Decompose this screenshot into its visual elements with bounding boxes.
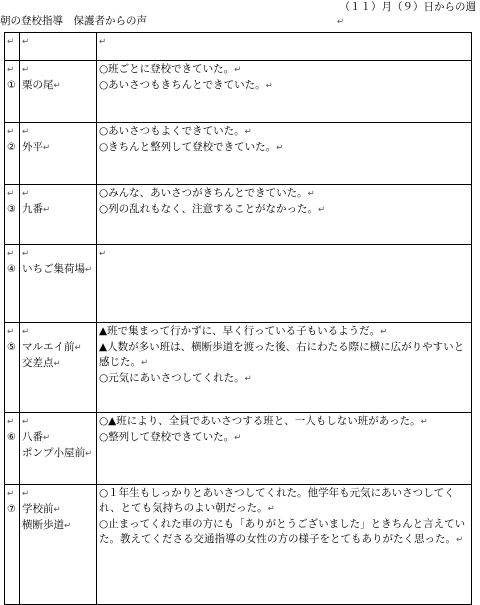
paragraph-mark-icon: ↵ (7, 327, 15, 337)
paragraph-mark-icon: ↵ (22, 249, 30, 259)
paragraph-mark-icon: ↵ (53, 81, 61, 91)
parent-voice: ○あいさつもきちんとできていた。 (99, 79, 266, 91)
paragraph-mark-icon: ↵ (7, 417, 15, 427)
parent-voice: ○元気にあいさつしてくれた。 (99, 372, 245, 384)
paragraph-mark-icon: ↵ (43, 143, 51, 153)
paragraph-mark-icon: ↵ (234, 433, 242, 443)
paragraph-mark-icon: ↵ (420, 417, 428, 427)
parent-voice: ○みんな、あいさつがきちんとできていた。 (99, 187, 308, 199)
paragraph-mark-icon: ↵ (99, 249, 107, 259)
location-name: 横断歩道 (22, 519, 64, 531)
paragraph-mark-icon: ↵ (22, 127, 30, 137)
location-cell (20, 245, 97, 323)
table-row (5, 61, 472, 123)
paragraph-mark-icon: ↵ (7, 127, 15, 137)
paragraph-mark-icon: ↵ (267, 504, 275, 514)
paragraph-mark-icon: ↵ (53, 505, 61, 515)
paragraph-mark-icon: ↵ (64, 521, 72, 531)
row-number-cell (5, 61, 20, 123)
paragraph-mark-icon: ↵ (244, 374, 252, 384)
table-row (5, 323, 472, 413)
parent-voice: ○整列して登校できていた。 (99, 431, 235, 443)
paragraph-mark-icon: ↵ (22, 189, 30, 199)
voices-cell (97, 61, 472, 123)
paragraph-mark-icon: ↵ (380, 327, 388, 337)
table-row (5, 33, 472, 61)
location-name: 学校前 (22, 503, 54, 515)
location-name: 栗の尾 (22, 79, 54, 91)
voices-cell (97, 185, 472, 245)
table-row (5, 413, 472, 485)
paragraph-mark-icon: ↵ (22, 37, 30, 47)
table-row (5, 123, 472, 185)
location-name: 九番 (22, 203, 43, 215)
paragraph-mark-icon: ↵ (234, 65, 242, 75)
voices-cell (97, 123, 472, 185)
parent-voice: ▲人数が多い班は、横断歩道を渡った後、右にわたる際に横に広がりやすいと感じた。 (99, 341, 465, 368)
parent-voice: ○列の乱れもなく、注意することがなかった。 (99, 203, 318, 215)
row-number: ④ (7, 264, 16, 275)
page-title: 朝の登校指導 保護者からの声 (0, 15, 147, 27)
voices-cell (97, 485, 472, 605)
paragraph-mark-icon: ↵ (244, 127, 252, 137)
paragraph-mark-icon: ↵ (337, 17, 345, 27)
paragraph-mark-icon: ↵ (7, 65, 15, 75)
paragraph-mark-icon: ↵ (7, 489, 15, 499)
row-number-cell (5, 323, 20, 413)
location-cell (20, 323, 97, 413)
row-number: ⑥ (7, 432, 16, 443)
paragraph-mark-icon: ↵ (43, 433, 51, 443)
week-date: （１１）月（９）日からの週 (339, 1, 476, 13)
paragraph-mark-icon: ↵ (85, 265, 93, 275)
paragraph-mark-icon: ↵ (43, 205, 51, 215)
row-number-cell (5, 245, 20, 323)
parent-voice: ▲班で集まって行かずに、早く行っている子もいるようだ。 (99, 325, 381, 337)
row-number: ⑤ (7, 342, 16, 353)
parent-voice: ○▲班により、全員であいさつする班と、一人もしない班があった。 (99, 415, 421, 427)
paragraph-mark-icon: ↵ (317, 205, 326, 215)
row-number: ⑦ (7, 504, 16, 515)
parent-voice: ○止まってくれた車の方にも「ありがとうございました」ときちんと言えていた。教えてくださる交通指導の女性の方の様子をとてもありがたく思った。 (99, 518, 466, 545)
table-row (5, 185, 472, 245)
paragraph-mark-icon: ↵ (7, 37, 15, 47)
location-cell (20, 33, 97, 61)
voices-cell (97, 245, 472, 323)
row-number: ② (7, 142, 16, 153)
location-cell (20, 61, 97, 123)
paragraph-mark-icon: ↵ (99, 37, 107, 47)
paragraph-mark-icon: ↵ (53, 359, 61, 369)
paragraph-mark-icon: ↵ (265, 81, 273, 91)
location-name: いちご集荷場 (22, 263, 85, 275)
location-name: 八番 (22, 431, 43, 443)
parent-voice: ○あいさつもよくできていた。 (99, 125, 245, 137)
paragraph-mark-icon: ↵ (85, 449, 93, 459)
voices-cell (97, 413, 472, 485)
location-name: 交差点 (22, 357, 54, 369)
paragraph-mark-icon: ↵ (7, 249, 15, 259)
row-number: ① (7, 80, 16, 91)
row-number-cell (5, 413, 20, 485)
parent-voice: ○班ごとに登校できていた。 (99, 63, 235, 75)
location-cell (20, 413, 97, 485)
row-number-cell (5, 33, 20, 61)
parent-voice: ○１年生もしっかりとあいさつしてくれた。他学年も元気にあいさつしてくれ、とても気持ちのよい朝だった。 (99, 487, 455, 514)
voices-table (4, 32, 472, 605)
row-number-cell (5, 123, 20, 185)
row-number-cell (5, 485, 20, 605)
parent-voice: ○きちんと整列して登校できていた。 (99, 141, 277, 153)
location-name: マルエイ前 (22, 341, 75, 353)
paragraph-mark-icon: ↵ (456, 535, 464, 545)
paragraph-mark-icon: ↵ (307, 189, 315, 199)
location-cell (20, 123, 97, 185)
location-cell (20, 485, 97, 605)
paragraph-mark-icon: ↵ (74, 343, 82, 353)
voices-cell (97, 33, 472, 61)
paragraph-mark-icon: ↵ (7, 189, 15, 199)
page-title-line (0, 14, 344, 30)
location-name: ポンプ小屋前 (22, 447, 85, 459)
row-number-cell (5, 185, 20, 245)
row-number: ③ (7, 204, 16, 215)
paragraph-mark-icon: ↵ (22, 327, 30, 337)
table-row (5, 245, 472, 323)
paragraph-mark-icon: ↵ (141, 358, 149, 368)
voices-cell (97, 323, 472, 413)
paragraph-mark-icon: ↵ (22, 489, 30, 499)
paragraph-mark-icon: ↵ (22, 65, 30, 75)
location-cell (20, 185, 97, 245)
paragraph-mark-icon: ↵ (22, 417, 30, 427)
location-name: 外平 (22, 141, 43, 153)
table-row (5, 485, 472, 605)
paragraph-mark-icon: ↵ (276, 143, 284, 153)
